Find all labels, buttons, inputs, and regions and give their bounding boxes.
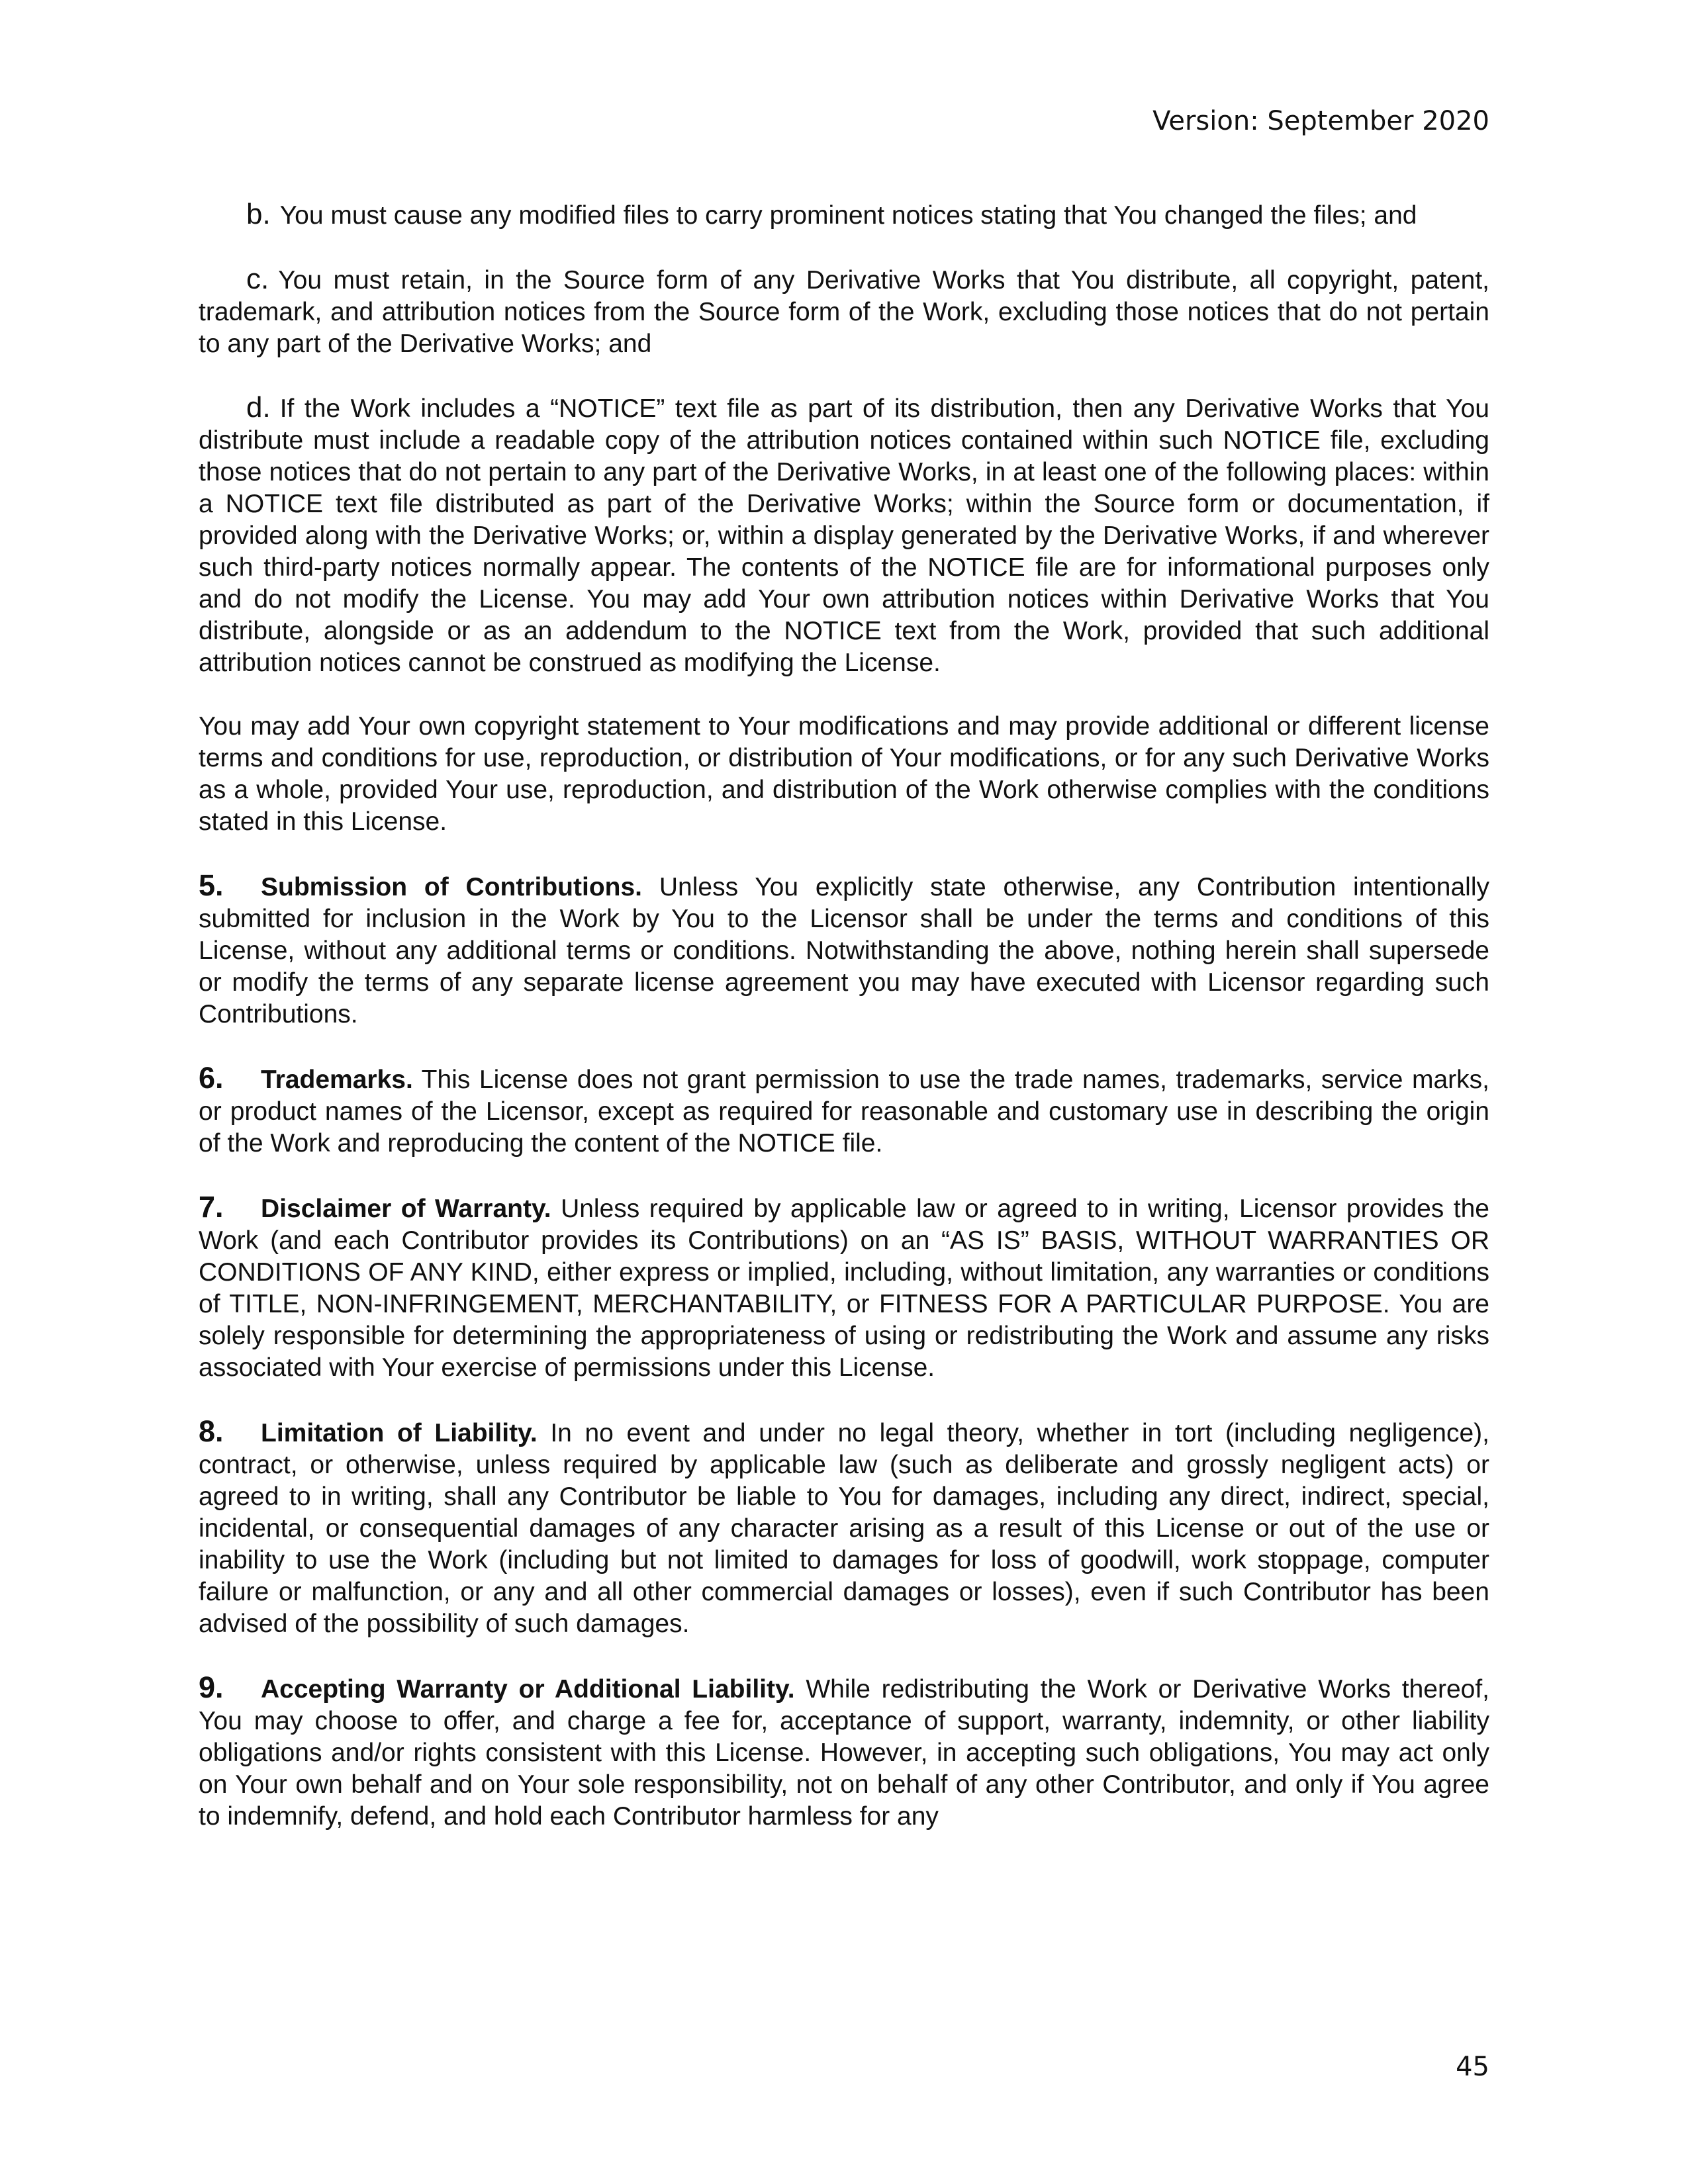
section-number: 6. <box>199 1061 224 1095</box>
section-5 <box>199 870 1489 1030</box>
subitem-marker: c. <box>246 263 269 295</box>
section-9 <box>199 1672 1489 1833</box>
section-text: While redistributing the Work or Derivative Works thereof, You may choose to offer, and charge a fee for, acceptance of support, warranty, indemnity, or other liability obligations and/or rights consistent with this License. However, in accepting such obligations, You may act only on Your own behalf and on Your sole responsibility, not on behalf of any other Contributor, and only if You agree to indemnify, defend, and hold each Contributor harmless for any <box>199 1675 1489 1831</box>
subitem-d <box>199 392 1489 679</box>
section-number: 7. <box>199 1190 224 1224</box>
subitem-marker: b. <box>246 198 271 230</box>
subitem-text: You must cause any modified files to carry prominent notices stating that You changed the files; and <box>279 201 1417 230</box>
subitem-marker: d. <box>246 391 271 424</box>
section-text: This License does not grant permission to use the trade names, trademarks, service marks, or product names of the Licensor, except as required for reasonable and customary use in describing the origin of the Work and reproducing the content of the NOTICE file. <box>199 1066 1489 1158</box>
section-text: Unless You explicitly state otherwise, any Contribution intentionally submitted for inclusion in the Work by You to the Licensor shall be under the terms and conditions of this License, without any additional terms or conditions. Notwithstanding the above, nothing herein shall supersede or modify the terms of any separate license agreement you may have executed with Licensor regarding such Contributions. <box>199 873 1489 1028</box>
section-6 <box>199 1062 1489 1160</box>
document-body <box>199 199 1489 1864</box>
section-heading: Disclaimer of Warranty. <box>261 1195 551 1223</box>
section-heading: Accepting Warranty or Additional Liability. <box>261 1675 795 1704</box>
subitem-b <box>199 199 1489 232</box>
section-text: In no event and under no legal theory, whether in tort (including negligence), contract, or otherwise, unless required by applicable law (such as deliberate and grossly negligent acts) or agreed to in writing, shall any Contributor be liable to You for damages, including any direct, indirect, special, incidental, or consequential damages of any character arising as a result of this License or out of the use or inability to use the Work (including but not limited to damages for loss of goodwill, work stoppage, computer failure or malfunction, or any and all other commercial damages or losses), even if such Contributor has been advised of the possibility of such damages. <box>199 1419 1489 1638</box>
section-8 <box>199 1416 1489 1640</box>
copyright-statement-paragraph: You may add Your own copyright statement to Your modifications and may provide additional or different license terms and conditions for use, reproduction, or distribution of Your modifications, or for any such Derivative Works as a whole, provided Your use, reproduction, and distribution of the Work otherwise complies with the conditions stated in this License. <box>199 712 1489 836</box>
section-number: 5. <box>199 868 224 902</box>
section-7 <box>199 1191 1489 1384</box>
section-heading: Submission of Contributions. <box>261 873 643 901</box>
section-number: 8. <box>199 1414 224 1448</box>
page-number: 45 <box>1456 2052 1489 2082</box>
version-label: Version: September 2020 <box>1152 106 1489 136</box>
section-heading: Limitation of Liability. <box>261 1419 538 1447</box>
section-text: Unless required by applicable law or agreed to in writing, Licensor provides the Work (and each Contributor provides its Contributions) on an “AS IS” BASIS, WITHOUT WARRANTIES OR CONDITIONS OF ANY KIND, either express or implied, including, without limitation, any warranties or conditions of TITLE, NON-INFRINGEMENT, MERCHANTABILITY, or FITNESS FOR A PARTICULAR PURPOSE. You are solely responsible for determining the appropriateness of using or redistributing the Work and assume any risks associated with Your exercise of permissions under this License. <box>199 1195 1489 1382</box>
subitem-text: You must retain, in the Source form of any Derivative Works that You distribute, all copyright, patent, trademark, and attribution notices from the Source form of the Work, excluding those notices that do not pertain to any part of the Derivative Works; and <box>199 266 1489 358</box>
subitem-c <box>199 263 1489 360</box>
subitem-text: If the Work includes a “NOTICE” text file as part of its distribution, then any Derivative Works that You distribute must include a readable copy of the attribution notices contained within such NOTICE file, excluding those notices that do not pertain to any part of the Derivative Works, in at least one of the following places: within a NOTICE text file distributed as part of the Derivative Works; within the Source form or documentation, if provided along with the Derivative Works; or, within a display generated by the Derivative Works, if and wherever such third-party notices normally appear. The contents of the NOTICE file are for informational purposes only and do not modify the License. You may add Your own attribution notices within Derivative Works that You distribute, alongside or as an addendum to the NOTICE text from the Work, provided that such additional attribution notices cannot be construed as modifying the License. <box>199 394 1489 677</box>
section-heading: Trademarks. <box>261 1066 413 1094</box>
section-number: 9. <box>199 1670 224 1704</box>
